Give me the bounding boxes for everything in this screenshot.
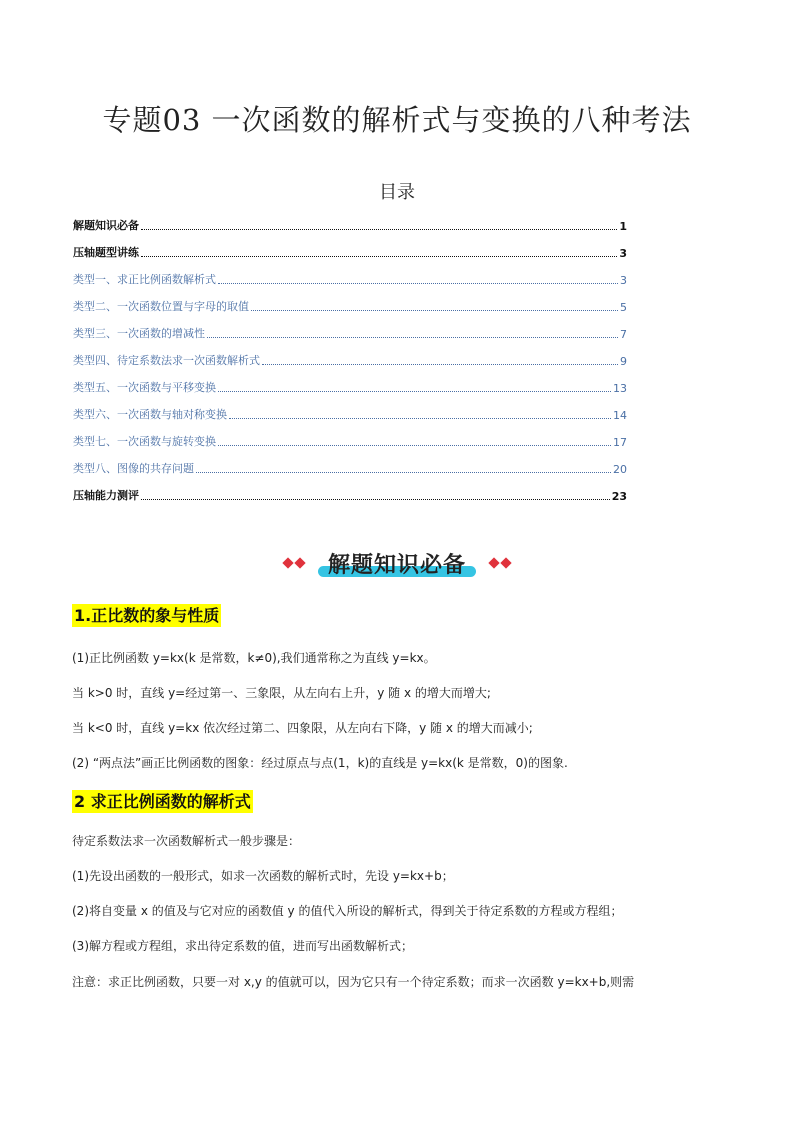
section-2-line-4: (3)解方程或方程组，求出待定系数的值，进而写出函数解析式；	[72, 939, 414, 953]
toc-leader	[251, 310, 618, 311]
toc-item-type-5[interactable]	[73, 368, 627, 395]
toc-item-page: 1	[619, 220, 627, 233]
section-1-line-3: 当 k<0 时，直线 y=kx 依次经过第二、四象限，从左向右下降，y 随 x 的增大而减小;	[72, 721, 533, 735]
section-2-line-1: 待定系数法求一次函数解析式一般步骤是：	[72, 834, 301, 848]
section-1-heading-text: 1.正比数的象与性质	[74, 606, 220, 625]
toc-item-page: 3	[619, 247, 627, 260]
diamond-decoration-right	[488, 559, 512, 567]
toc-item-label: 类型八、图像的共存问题	[73, 462, 194, 475]
toc-item-knowledge[interactable]	[73, 206, 627, 233]
banner-title-box	[314, 547, 480, 579]
section-2-heading	[72, 789, 253, 812]
section-1-line-2: 当 k>0 时，直线 y=经过第一、三象限，从左向右上升，y 随 x 的增大而增大;	[72, 686, 491, 700]
toc-leader	[141, 499, 610, 500]
toc-item-type-4[interactable]	[73, 341, 627, 368]
toc-item-page: 5	[620, 301, 627, 314]
toc-item-practice[interactable]	[73, 233, 627, 260]
toc-item-assessment[interactable]	[73, 476, 627, 503]
diamond-decoration-left	[282, 559, 306, 567]
section-1-line-4: (2) “两点法”画正比例函数的图象：经过原点与点(1，k)的直线是 y=kx(k 是常数，0)的图象.	[72, 756, 568, 770]
toc-item-label: 解题知识必备	[73, 219, 139, 232]
diamond-icon	[294, 557, 305, 568]
toc-item-page: 17	[613, 436, 627, 449]
section-1-heading	[72, 603, 221, 626]
section-2-heading-text: 2 求正比例函数的解析式	[74, 792, 251, 811]
toc-item-type-7[interactable]	[73, 422, 627, 449]
toc-leader	[218, 283, 618, 284]
toc-item-label: 类型六、一次函数与轴对称变换	[73, 408, 227, 421]
section-banner	[0, 546, 794, 580]
banner-title: 解题知识必备	[327, 552, 466, 578]
toc-item-page: 14	[613, 409, 627, 422]
table-of-contents	[73, 206, 627, 503]
toc-leader	[141, 229, 617, 230]
toc-leader	[218, 391, 611, 392]
toc-item-label: 压轴能力测评	[73, 489, 139, 502]
toc-item-type-8[interactable]	[73, 449, 627, 476]
section-2-line-2: (1)先设出函数的一般形式，如求一次函数的解析式时，先设 y=kx+b；	[72, 869, 454, 883]
toc-leader	[262, 364, 618, 365]
toc-leader	[141, 256, 617, 257]
toc-item-page: 9	[620, 355, 627, 368]
toc-leader	[207, 337, 618, 338]
section-1-line-1: (1)正比例函数 y=kx(k 是常数，k≠0),我们通常称之为直线 y=kx。	[72, 651, 436, 665]
toc-item-type-6[interactable]	[73, 395, 627, 422]
toc-item-page: 20	[613, 463, 627, 476]
diamond-icon	[488, 557, 499, 568]
toc-item-label: 压轴题型讲练	[73, 246, 139, 259]
diamond-icon	[500, 557, 511, 568]
diamond-icon	[282, 557, 293, 568]
toc-item-label: 类型三、一次函数的增减性	[73, 327, 205, 340]
toc-item-label: 类型五、一次函数与平移变换	[73, 381, 216, 394]
toc-item-page: 3	[620, 274, 627, 287]
section-2-line-5: 注意：求正比例函数，只要一对 x,y 的值就可以，因为它只有一个待定系数；而求一次函数 y=kx+b,则需	[72, 975, 635, 989]
toc-leader	[218, 445, 611, 446]
toc-item-label: 类型二、一次函数位置与字母的取值	[73, 300, 249, 313]
toc-heading: 目录	[379, 182, 415, 203]
toc-item-page: 13	[613, 382, 627, 395]
section-2-line-3: (2)将自变量 x 的值及与它对应的函数值 y 的值代入所设的解析式，得到关于待定系数的方程或方程组；	[72, 904, 623, 918]
toc-item-page: 23	[611, 490, 627, 503]
toc-item-type-1[interactable]	[73, 260, 627, 287]
toc-item-label: 类型四、待定系数法求一次函数解析式	[73, 354, 260, 367]
toc-item-label: 类型七、一次函数与旋转变换	[73, 435, 216, 448]
toc-leader	[229, 418, 611, 419]
toc-item-label: 类型一、求正比例函数解析式	[73, 273, 216, 286]
toc-item-type-3[interactable]	[73, 314, 627, 341]
document-title: 专题03 一次函数的解析式与变换的八种考法	[102, 103, 692, 137]
toc-item-type-2[interactable]	[73, 287, 627, 314]
toc-leader	[196, 472, 611, 473]
toc-item-page: 7	[620, 328, 627, 341]
